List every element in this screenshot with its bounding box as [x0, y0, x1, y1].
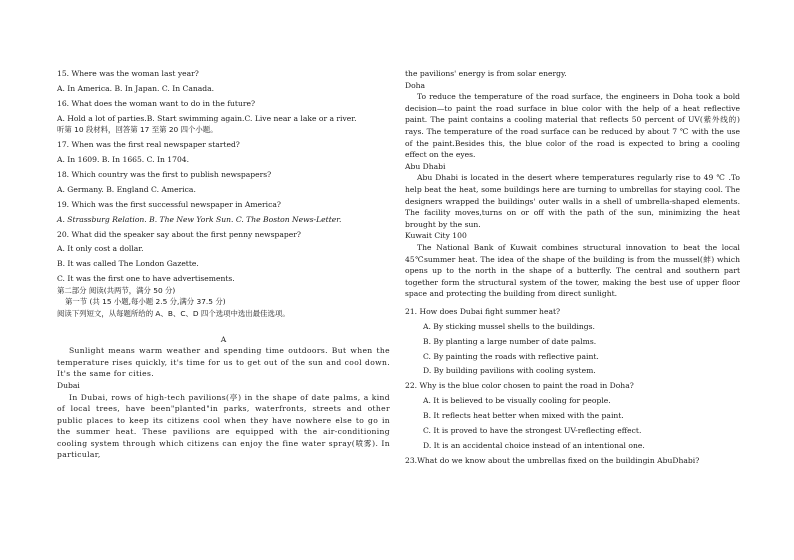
dubai-paragraph: In Dubai, rows of high-tech pavilions(亭) in the shape of date palms, a kind of local trees, have been"planted"in parks, waterfronts, streets and other public places to keep its citizens cool when they have nowhere else to go in the summer heat. These pavilions are equipped with the air-conditioning cooling system through which citizens can enjoy the fine water spray(喷雾). In particular,	[57, 392, 390, 460]
question-16-options: A. Hold a lot of parties.B. Start swimming again.C. Live near a lake or a river.	[57, 113, 357, 123]
question-22-option-a: A. It is believed to be visually cooling for people.	[423, 396, 611, 406]
part-two-heading: 第二部分 阅读(共两节，满分 50 分)	[57, 285, 176, 295]
reading-instruction: 阅读下列短文，从每题所给的 A、B、C、D 四个选项中选出最佳选项。	[57, 308, 290, 318]
question-19-options: A. Strassburg Relation. B. The New York Sun. C. The Boston News-Letter.	[57, 214, 342, 224]
question-17-options: A. In 1609. B. In 1665. C. In 1704.	[57, 155, 190, 165]
question-19: 19. Which was the first successful newspaper in America?	[57, 199, 281, 209]
question-21-option-c: C. By painting the roads with reflective paint.	[423, 351, 599, 361]
question-21-option-b: B. By planting a large number of date palms.	[423, 336, 597, 346]
question-22-option-c: C. It is proved to have the strongest UV-reflecting effect.	[423, 426, 642, 435]
question-22-option-d: D. It is an accidental choice instead of an intentional one.	[423, 440, 645, 450]
question-15: 15. Where was the woman last year?	[57, 69, 199, 78]
question-20-option-a: A. It only cost a dollar.	[57, 244, 144, 254]
passage-intro: Sunlight means warm weather and spending time outdoors. But when the temperature rises quickly, it's time for us to get out of the sun and cool down. It's the same for cities.	[57, 346, 390, 379]
kuwait-heading: Kuwait City 100	[405, 231, 467, 241]
question-17: 17. When was the first real newspaper started?	[57, 140, 240, 150]
left-column	[57, 68, 390, 461]
question-23: 23.What do we know about the umbrellas fixed on the buildingin AbuDhabi?	[405, 455, 700, 465]
question-20: 20. What did the speaker say about the first penny newspaper?	[57, 229, 301, 239]
question-16: 16. What does the woman want to do in the future?	[57, 98, 256, 108]
question-15-options: A. In America. B. In Japan. C. In Canada.	[57, 83, 215, 93]
listening-section-note: 听第 10 段材料，回答第 17 至第 20 四个小题。	[57, 125, 218, 135]
doha-paragraph: To reduce the temperature of the road surface, the engineers in Doha took a bold decision—to paint the road surface in blue color with the help of a heat reflective paint. The paint contains a cooling material that reflects 50 percent of UV(紫外线的) rays. The temperature of the road surface can be reduced by about 7 ℃ with the use of the paint.Besides this, the blue color of the road is expected to bring a cooling effect on the eyes.	[405, 92, 740, 160]
question-22: 22. Why is the blue color chosen to paint the road in Doha?	[405, 381, 634, 391]
question-20-option-c: C. It was the first one to have advertisements.	[57, 274, 235, 284]
question-21: 21. How does Dubai fight summer heat?	[405, 306, 561, 316]
doha-heading: Doha	[405, 80, 426, 90]
kuwait-paragraph: The National Bank of Kuwait combines structural innovation to beat the local 45℃summer heat. The idea of the shape of the building is from the mussel(蚌) which opens up to the north in the shape of a butterfly. The central and southern part together form the structural system of the tower, making the best use of upper floor space and protecting the building from direct sunlight.	[405, 242, 740, 299]
abu-dhabi-heading: Abu Dhabi	[405, 161, 446, 171]
dubai-heading: Dubai	[57, 380, 80, 390]
question-21-option-a: A. By sticking mussel shells to the buildings.	[423, 321, 595, 331]
question-18-options: A. Germany. B. England C. America.	[57, 184, 196, 194]
question-20-option-b: B. It was called The London Gazette.	[57, 259, 199, 269]
abu-dhabi-paragraph: Abu Dhabi is located in the desert where temperatures regularly rise to 49 ℃ .To help beat the heat, some buildings here are turning to umbrellas for staying cool. The designers wrapped the buildings' outer walls in a shell of umbrella-shaped elements. The facility moves,turns on or off with the path of the sun, minimizing the heat brought by the sun.	[405, 173, 740, 229]
dubai-paragraph-continued: the pavilions' energy is from solar energy.	[405, 69, 567, 78]
question-21-option-d: D. By building pavilions with cooling system.	[423, 366, 596, 376]
question-18: 18. Which country was the first to publish newspapers?	[57, 169, 272, 179]
section-one-heading: 第一节 (共 15 小题,每小题 2.5 分,满分 37.5 分)	[65, 297, 226, 307]
right-column	[405, 68, 740, 466]
question-22-option-b: B. It reflects heat better when mixed with the paint.	[423, 411, 624, 421]
passage-label: A	[220, 334, 227, 344]
